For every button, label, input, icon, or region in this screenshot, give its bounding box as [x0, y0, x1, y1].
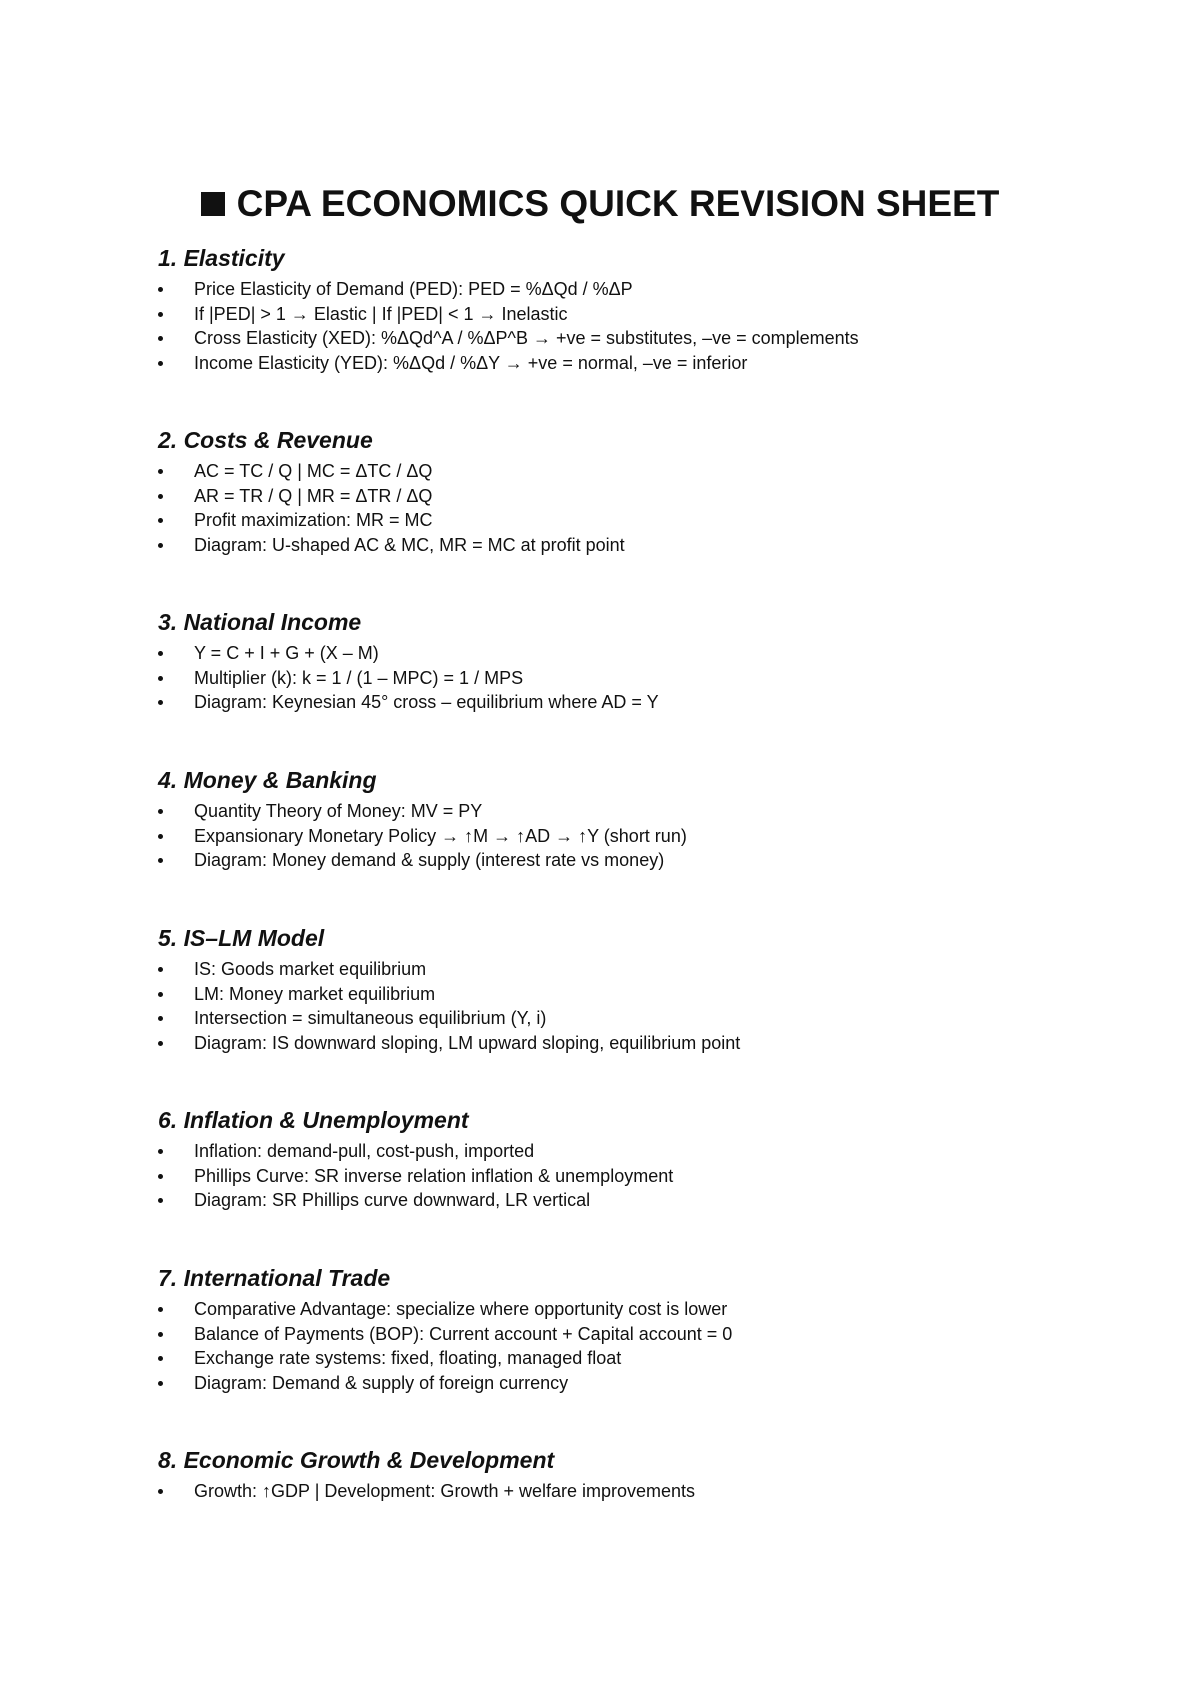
section-heading: 3. National Income	[158, 609, 362, 635]
list-item	[158, 848, 1158, 873]
section-heading: 1. Elasticity	[158, 245, 285, 271]
bullet-icon	[158, 1016, 163, 1021]
list-item-text: Diagram: Money demand & supply (interest rate vs money)	[194, 850, 665, 870]
list-item	[158, 1322, 1158, 1347]
list-item	[158, 1006, 1158, 1031]
list-item-text: Expansionary Monetary Policy → ↑M → ↑AD → ↑Y (short run)	[194, 825, 687, 846]
section-international-trade	[158, 1263, 1158, 1395]
bullet-icon	[158, 469, 163, 474]
list-item-text: If |PED| > 1 → Elastic | If |PED| < 1 → Inelastic	[194, 303, 568, 324]
list-item	[158, 666, 1158, 691]
bullet-icon	[158, 1356, 163, 1361]
bullet-icon	[158, 336, 163, 341]
list-item-text: Exchange rate systems: fixed, floating, managed float	[194, 1348, 622, 1368]
list-item-text: Diagram: IS downward sloping, LM upward sloping, equilibrium point	[194, 1032, 741, 1053]
bullet-icon	[158, 1198, 163, 1203]
bullet-icon	[158, 1149, 163, 1154]
bullet-icon	[158, 287, 163, 292]
list-item-text: Income Elasticity (YED): %ΔQd / %ΔY → +ve = normal, –ve = inferior	[194, 352, 748, 373]
section-heading: 5. IS–LM Model	[158, 925, 325, 951]
list-item-text: Cross Elasticity (XED): %ΔQd^A / %ΔP^B → +ve = substitutes, –ve = complements	[194, 328, 859, 348]
bullet-icon	[158, 651, 163, 656]
bullet-icon	[158, 1041, 163, 1046]
list-item	[158, 508, 1158, 533]
list-item-text: Price Elasticity of Demand (PED): PED = %ΔQd / %ΔP	[194, 279, 633, 299]
section-heading: 6. Inflation & Unemployment	[158, 1107, 469, 1133]
page-title	[0, 181, 1200, 227]
list-item	[158, 1031, 1158, 1056]
section-costs-revenue	[158, 425, 1158, 557]
list-item	[158, 824, 1158, 849]
list-item-text: Diagram: Keynesian 45° cross – equilibrium where AD = Y	[194, 692, 659, 712]
list-item	[158, 1139, 1158, 1164]
list-item	[158, 484, 1158, 509]
list-item-text: Quantity Theory of Money: MV = PY	[194, 801, 483, 821]
bullet-icon	[158, 967, 163, 972]
section-elasticity	[158, 243, 1158, 375]
section-is-lm-model	[158, 923, 1158, 1055]
list-item	[158, 1371, 1158, 1396]
list-item	[158, 326, 1158, 351]
list-item	[158, 302, 1158, 327]
list-item	[158, 690, 1158, 715]
section-heading: 2. Costs & Revenue	[158, 427, 373, 453]
list-item-text: IS: Goods market equilibrium	[194, 959, 427, 979]
bullet-icon	[158, 494, 163, 499]
list-item-text: Y = C + I + G + (X – M)	[194, 643, 379, 663]
bullet-icon	[158, 1307, 163, 1312]
bullet-list	[158, 277, 1158, 375]
list-item	[158, 982, 1158, 1007]
bullet-icon	[158, 1381, 163, 1386]
list-item-text: Growth: ↑GDP | Development: Growth + welfare improvements	[194, 1481, 696, 1501]
bullet-icon	[158, 518, 163, 523]
bullet-list	[158, 459, 1158, 557]
bullet-icon	[158, 361, 163, 366]
bullet-icon	[158, 312, 163, 317]
list-item	[158, 641, 1158, 666]
section-heading: 4. Money & Banking	[158, 767, 377, 793]
list-item-text: AC = TC / Q | MC = ΔTC / ΔQ	[194, 461, 433, 481]
list-item-text: Multiplier (k): k = 1 / (1 – MPC) = 1 / MPS	[194, 667, 524, 688]
list-item	[158, 277, 1158, 302]
list-item	[158, 799, 1158, 824]
section-national-income	[158, 607, 1158, 715]
black-square-icon	[201, 192, 225, 216]
list-item	[158, 459, 1158, 484]
list-item	[158, 1164, 1158, 1189]
bullet-list	[158, 1139, 1158, 1213]
list-item-text: Profit maximization: MR = MC	[194, 510, 433, 530]
bullet-list	[158, 957, 1158, 1055]
bullet-icon	[158, 700, 163, 705]
bullet-icon	[158, 809, 163, 814]
bullet-icon	[158, 1332, 163, 1337]
bullet-icon	[158, 676, 163, 681]
section-money-banking	[158, 765, 1158, 873]
list-item	[158, 1188, 1158, 1213]
list-item-text: Diagram: SR Phillips curve downward, LR vertical	[194, 1190, 591, 1210]
list-item-text: AR = TR / Q | MR = ΔTR / ΔQ	[194, 485, 433, 506]
list-item-text: Balance of Payments (BOP): Current account + Capital account = 0	[194, 1323, 733, 1344]
bullet-list	[158, 799, 1158, 873]
bullet-icon	[158, 858, 163, 863]
bullet-list	[158, 1297, 1158, 1395]
list-item	[158, 1346, 1158, 1371]
bullet-list	[158, 641, 1158, 715]
list-item-text: Diagram: Demand & supply of foreign currency	[194, 1372, 569, 1393]
list-item	[158, 351, 1158, 376]
list-item	[158, 957, 1158, 982]
bullet-icon	[158, 1489, 163, 1494]
section-heading: 7. International Trade	[158, 1265, 391, 1291]
list-item	[158, 533, 1158, 558]
list-item-text: Intersection = simultaneous equilibrium (Y, i)	[194, 1008, 547, 1028]
bullet-icon	[158, 992, 163, 997]
list-item-text: Inflation: demand-pull, cost-push, imported	[194, 1141, 535, 1161]
bullet-icon	[158, 834, 163, 839]
list-item-text: Diagram: U-shaped AC & MC, MR = MC at profit point	[194, 534, 625, 555]
bullet-icon	[158, 543, 163, 548]
section-economic-growth	[158, 1445, 1158, 1504]
list-item-text: LM: Money market equilibrium	[194, 983, 436, 1004]
section-heading: 8. Economic Growth & Development	[158, 1447, 555, 1473]
list-item	[158, 1479, 1158, 1504]
list-item-text: Phillips Curve: SR inverse relation inflation & unemployment	[194, 1165, 674, 1186]
list-item	[158, 1297, 1158, 1322]
bullet-list	[158, 1479, 1158, 1504]
section-inflation-unemployment	[158, 1105, 1158, 1213]
list-item-text: Comparative Advantage: specialize where opportunity cost is lower	[194, 1299, 728, 1319]
page-title-text: CPA ECONOMICS QUICK REVISION SHEET	[236, 182, 1000, 224]
bullet-icon	[158, 1174, 163, 1179]
